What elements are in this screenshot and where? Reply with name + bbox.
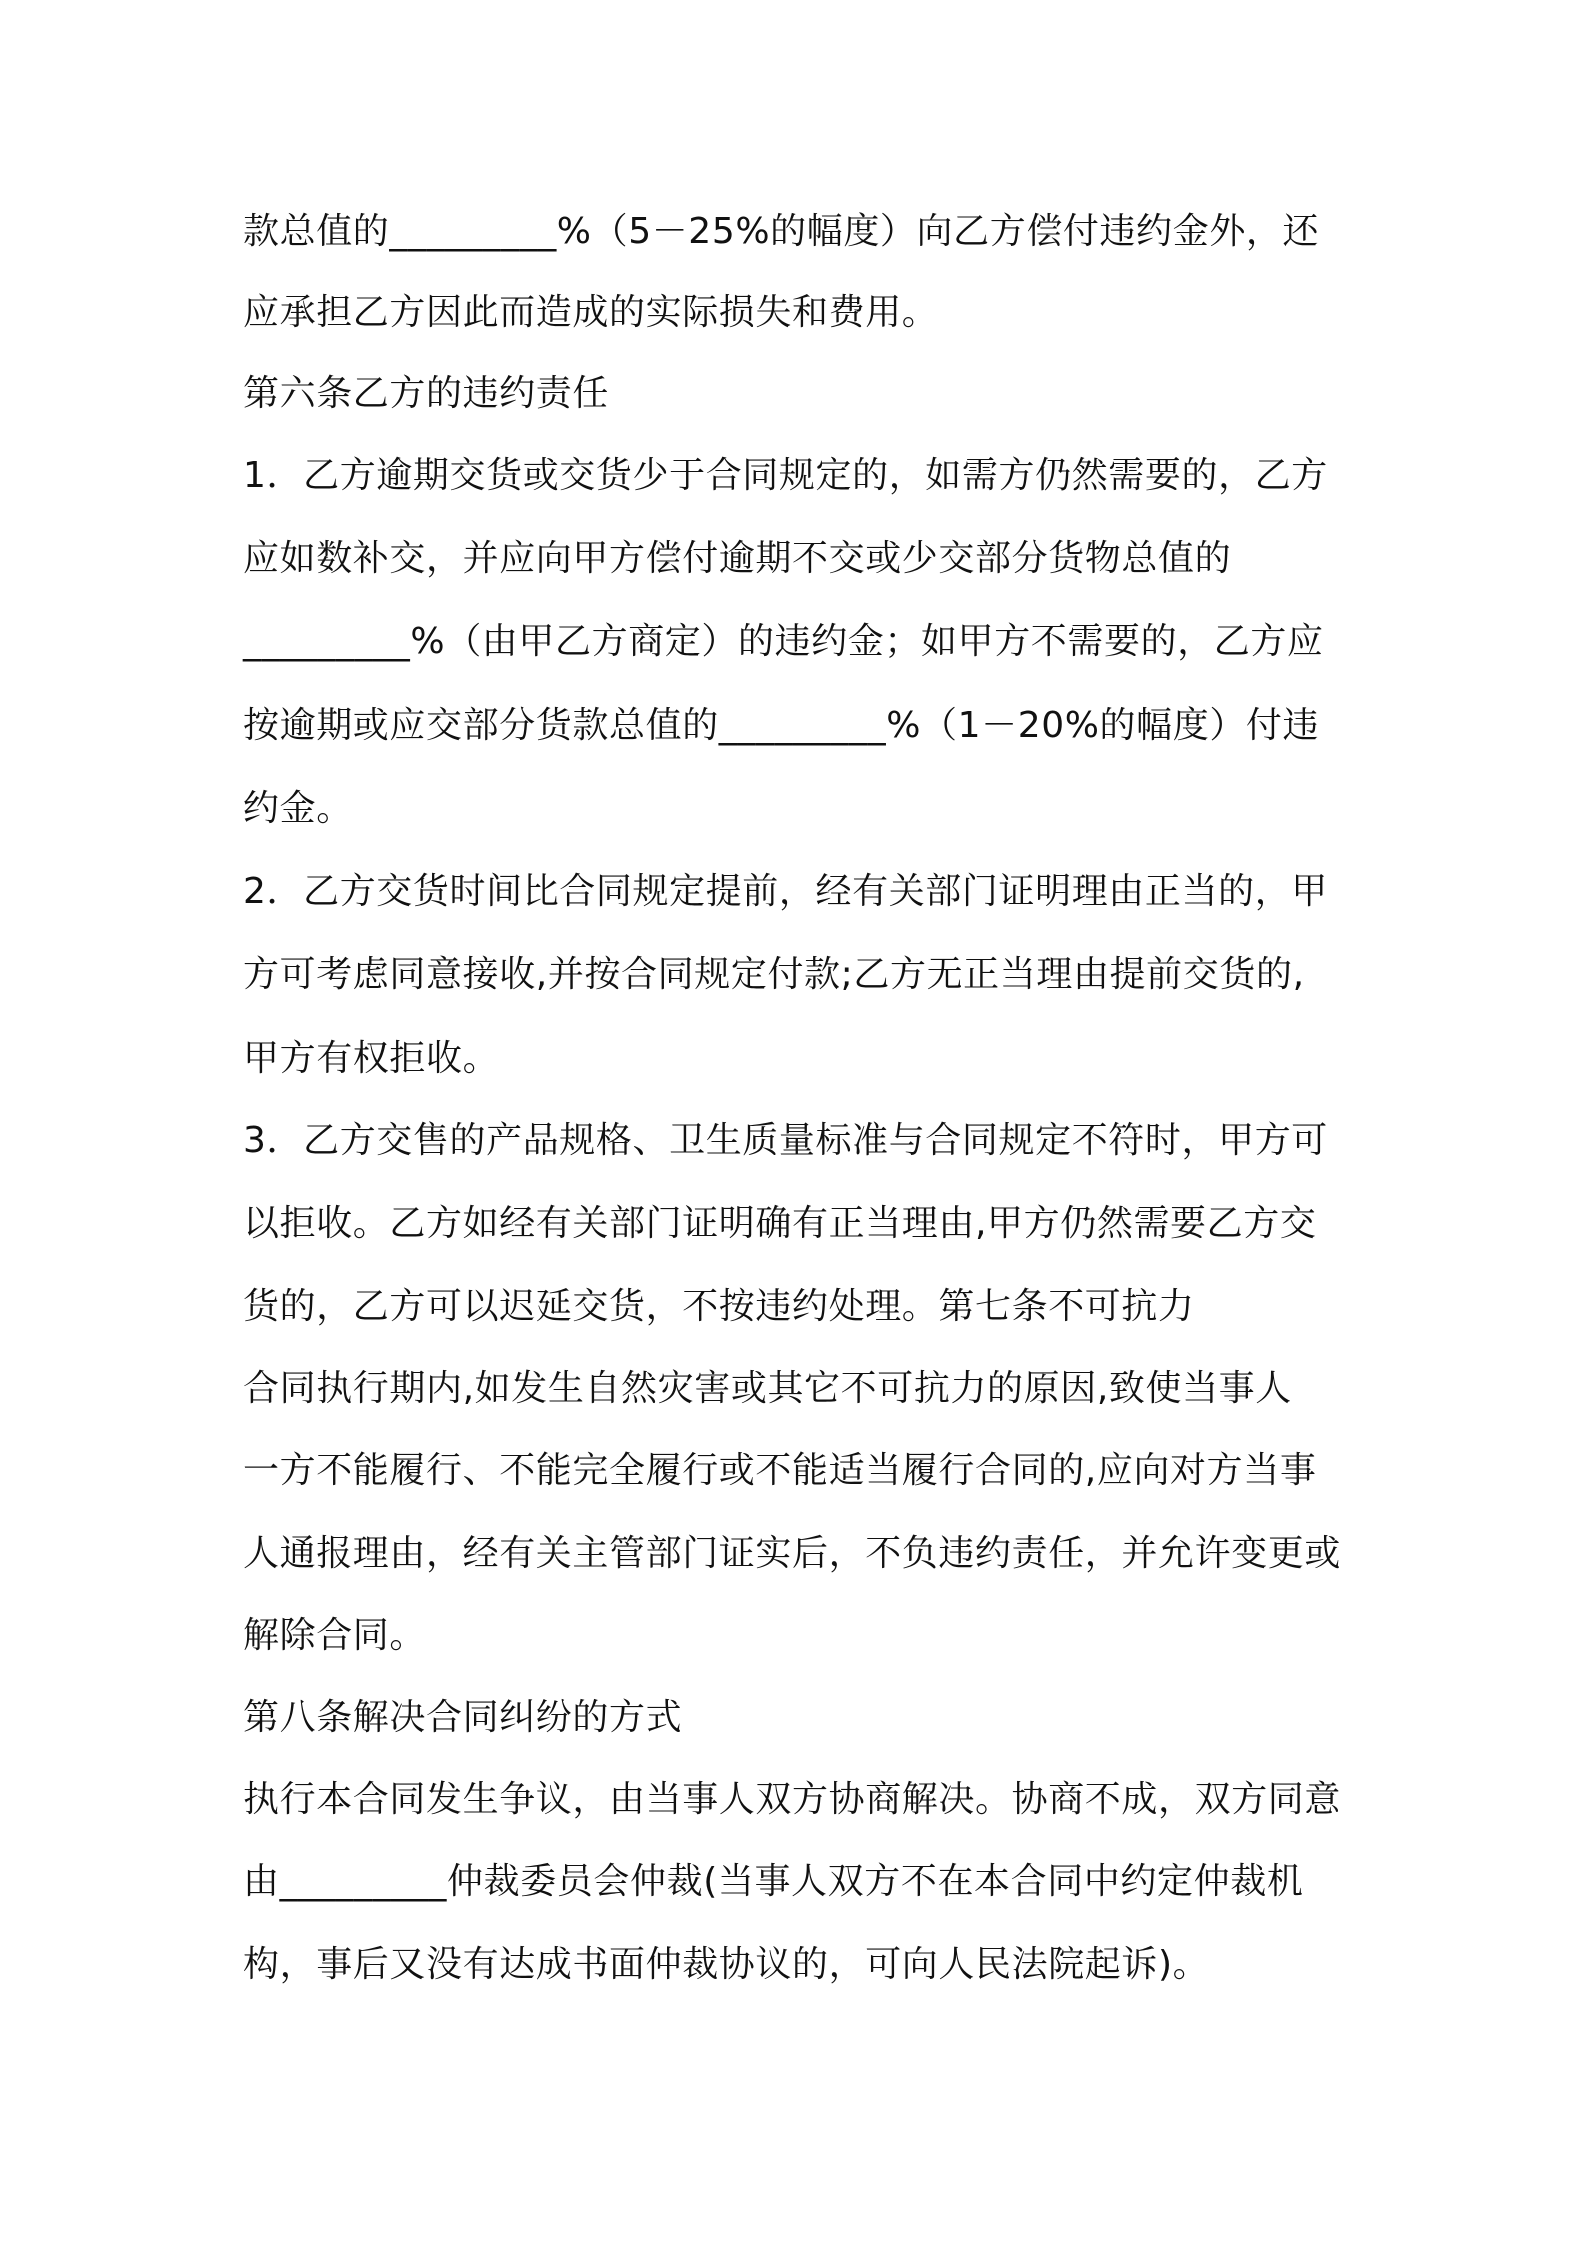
text-line: 构，事后又没有达成书面仲裁协议的，可向人民法院起诉)。 [243,1944,1210,1985]
text-line: 款总值的_________%（5－25%的幅度）向乙方偿付违约金外，还 [243,211,1320,252]
text-line: 3．乙方交售的产品规格、卫生质量标准与合同规定不符时，甲方可 [243,1120,1328,1161]
text-line: 应承担乙方因此而造成的实际损失和费用。 [243,292,939,333]
text-line: 应如数补交，并应向甲方偿付逾期不交或少交部分货物总值的 [243,538,1232,579]
text-line: 以拒收。乙方如经有关部门证明确有正当理由,甲方仍然需要乙方交 [243,1203,1317,1244]
text-line: 由_________仲裁委员会仲裁(当事人双方不在本合同中约定仲裁机 [243,1861,1304,1902]
text-line: 按逾期或应交部分货款总值的_________%（1－20%的幅度）付违 [243,705,1320,746]
text-line: 货的，乙方可以迟延交货，不按违约处理。第七条不可抗力 [243,1286,1195,1327]
text-line: 约金。 [243,788,353,829]
text-line: 执行本合同发生争议，由当事人双方协商解决。协商不成，双方同意 [243,1779,1342,1820]
text-line: 解除合同。 [243,1615,427,1656]
text-line: 2．乙方交货时间比合同规定提前，经有关部门证明理由正当的，甲 [243,871,1328,912]
text-line: _________%（由甲乙方商定）的违约金；如甲方不需要的，乙方应 [243,621,1324,662]
text-line: 1．乙方逾期交货或交货少于合同规定的，如需方仍然需要的，乙方 [243,455,1328,496]
text-line: 甲方有权拒收。 [243,1038,500,1079]
text-line: 方可考虑同意接收,并按合同规定付款;乙方无正当理由提前交货的, [243,954,1305,995]
text-line: 人通报理由，经有关主管部门证实后，不负违约责任，并允许变更或 [243,1533,1342,1574]
section-heading: 第六条乙方的违约责任 [243,373,610,414]
section-heading: 第八条解决合同纠纷的方式 [243,1697,683,1738]
text-line: 合同执行期内,如发生自然灾害或其它不可抗力的原因,致使当事人 [243,1368,1292,1409]
text-line: 一方不能履行、不能完全履行或不能适当履行合同的,应向对方当事 [243,1450,1317,1491]
